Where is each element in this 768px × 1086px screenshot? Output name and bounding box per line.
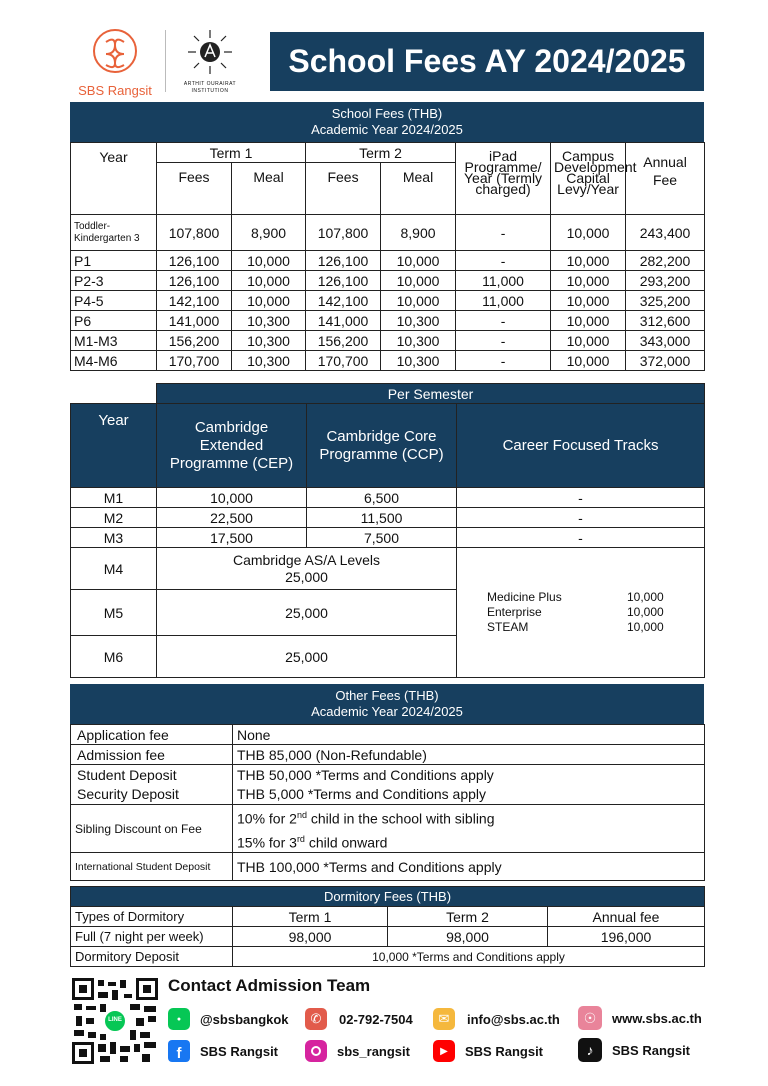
dorm-full-term2: 98,000: [388, 927, 548, 947]
cep-cell: 10,000: [157, 488, 307, 508]
t2-fees-cell: 126,100: [306, 251, 381, 271]
school-fees-heading-2: Academic Year 2024/2025: [311, 122, 463, 137]
col-t2-meal: Meal: [381, 163, 456, 215]
t1-meal-cell: 10,000: [232, 291, 306, 311]
year-cell: Toddler-Kindergarten 3: [71, 215, 157, 251]
table-row: [71, 805, 705, 853]
ccp-cell: 11,500: [307, 508, 457, 528]
starburst-icon: [186, 28, 234, 76]
dorm-col-type: Types of Dormitory: [71, 907, 233, 927]
youtube-icon: ▶: [433, 1040, 455, 1062]
youtube-handle: SBS Rangsit: [465, 1043, 544, 1059]
page-title: School Fees AY 2024/2025: [270, 32, 704, 91]
school-fees-heading: [70, 102, 704, 142]
facebook-handle: SBS Rangsit: [200, 1043, 279, 1059]
t1-meal-cell: 10,000: [232, 271, 306, 291]
t2-meal-cell: 10,300: [381, 311, 456, 331]
col-ipad: iPad Programme/ Year (Termly charged): [456, 143, 551, 215]
track-fee: 10,000: [627, 605, 664, 619]
email-address: info@sbs.ac.th: [467, 1011, 560, 1027]
t1-fees-cell: 107,800: [157, 215, 232, 251]
phone-number: 02-792-7504: [339, 1011, 413, 1027]
t2-fees-cell: 156,200: [306, 331, 381, 351]
sem-year-cell: M4: [71, 548, 157, 590]
dormitory-heading: Dormitory Fees (THB): [71, 887, 705, 907]
t2-meal-cell: 10,000: [381, 271, 456, 291]
campus-cell: 10,000: [551, 291, 626, 311]
ccp-cell: 6,500: [307, 488, 457, 508]
instagram-icon: [305, 1040, 327, 1062]
contact-instagram[interactable]: [305, 1040, 410, 1062]
table-row: [71, 853, 705, 881]
t1-fees-cell: 156,200: [157, 331, 232, 351]
ipad-cell: -: [456, 251, 551, 271]
table-row: [71, 251, 705, 271]
semester-heading: Per Semester: [157, 384, 705, 404]
track-name: Medicine Plus: [487, 590, 562, 604]
sbs-logo: [70, 28, 160, 96]
semester-table: [70, 383, 704, 678]
sibling-line-2-sup: rd: [296, 833, 305, 844]
dorm-full-annual: 196,000: [548, 927, 705, 947]
track-row: [487, 620, 704, 635]
sibling-line-1: [237, 805, 704, 829]
col-t1-fees: Fees: [157, 163, 232, 215]
m5-value: 25,000: [157, 590, 457, 636]
col-campus: Campus Development Capital Levy/Year: [551, 143, 626, 215]
t2-fees-cell: 141,000: [306, 311, 381, 331]
m4-label: Cambridge AS/A Levels: [232, 551, 381, 568]
table-row: [71, 947, 705, 967]
ipad-cell: -: [456, 311, 551, 331]
campus-cell: 10,000: [551, 215, 626, 251]
sibling-label: Sibling Discount on Fee: [71, 805, 233, 853]
track-name: Enterprise: [487, 605, 542, 619]
other-fees-heading-2: Academic Year 2024/2025: [311, 704, 463, 719]
dorm-full-term1: 98,000: [233, 927, 388, 947]
tracks-cell: [457, 548, 705, 678]
ccp-cell: 7,500: [307, 528, 457, 548]
student-deposit-value: THB 50,000 *Terms and Conditions apply: [237, 766, 494, 783]
m6-value: 25,000: [157, 636, 457, 678]
col-t2-fees: Fees: [306, 163, 381, 215]
school-fees-heading-1: School Fees (THB): [331, 106, 443, 121]
ipad-cell: -: [456, 331, 551, 351]
security-deposit-label: Security Deposit: [77, 785, 179, 802]
t1-meal-cell: 10,300: [232, 331, 306, 351]
col-year: Year: [71, 143, 157, 215]
contact-email[interactable]: [433, 1008, 560, 1030]
intl-value: THB 100,000 *Terms and Conditions apply: [233, 853, 705, 881]
track-name: STEAM: [487, 620, 529, 634]
col-t1-meal: Meal: [232, 163, 306, 215]
annual-cell: 312,600: [626, 311, 705, 331]
dorm-full-label: Full (7 night per week): [71, 927, 233, 947]
t1-meal-cell: 10,300: [232, 351, 306, 371]
sibling-line-2-a: 15% for 3: [237, 834, 297, 851]
t2-meal-cell: 10,300: [381, 351, 456, 371]
sibling-values: [233, 805, 705, 853]
ipad-cell: -: [456, 351, 551, 371]
ipad-cell: 11,000: [456, 291, 551, 311]
sem-col-year: Year: [71, 404, 157, 488]
security-deposit-value: THB 5,000 *Terms and Conditions apply: [237, 785, 487, 802]
phone-icon: ✆: [305, 1008, 327, 1030]
table-row: [71, 745, 705, 765]
t1-meal-cell: 10,300: [232, 311, 306, 331]
t2-fees-cell: 126,100: [306, 271, 381, 291]
sem-col-cep: Cambridge Extended Programme (CEP): [157, 404, 307, 488]
contact-facebook[interactable]: [168, 1040, 278, 1062]
table-row: [71, 311, 705, 331]
email-icon: ✉: [433, 1008, 455, 1030]
table-row: [71, 291, 705, 311]
sbs-logo-mark-icon: [70, 28, 160, 76]
tiktok-handle: SBS Rangsit: [612, 1042, 691, 1058]
logo-divider: [165, 30, 166, 92]
dorm-deposit-value: 10,000 *Terms and Conditions apply: [233, 947, 705, 967]
dormitory-table: [70, 886, 704, 967]
sem-year-cell: M1: [71, 488, 157, 508]
year-cell: P4-5: [71, 291, 157, 311]
t1-meal-cell: 8,900: [232, 215, 306, 251]
year-cell: M4-M6: [71, 351, 157, 371]
col-term1: Term 1: [157, 143, 306, 163]
t2-meal-cell: 8,900: [381, 215, 456, 251]
year-cell: P6: [71, 311, 157, 331]
table-row: [71, 927, 705, 947]
school-fees-table: [70, 142, 704, 371]
contact-phone[interactable]: [305, 1008, 413, 1030]
sibling-line-2: [237, 829, 704, 853]
admission-value: THB 85,000 (Non-Refundable): [233, 745, 705, 765]
table-row: [71, 528, 705, 548]
sem-year-cell: M3: [71, 528, 157, 548]
t1-fees-cell: 126,100: [157, 271, 232, 291]
cep-cell: 17,500: [157, 528, 307, 548]
other-fees-heading: [70, 684, 704, 724]
year-cell: P1: [71, 251, 157, 271]
globe-icon: ☉: [578, 1006, 602, 1030]
table-row: [71, 331, 705, 351]
career-cell: -: [457, 488, 705, 508]
dorm-col-annual: Annual fee: [548, 907, 705, 927]
table-row: [71, 488, 705, 508]
application-value: None: [233, 725, 705, 745]
table-row: [71, 351, 705, 371]
intl-label: International Student Deposit: [71, 853, 233, 881]
m4-cell: [157, 548, 457, 590]
qr-line-badge: LINE: [108, 1017, 122, 1023]
contact-line[interactable]: [168, 1008, 289, 1030]
deposit-labels: [71, 765, 233, 805]
partner-label: ARTHIT OURAIRAT INSTITUTION: [183, 81, 237, 94]
dorm-col-term2: Term 2: [388, 907, 548, 927]
track-row: [487, 605, 704, 620]
line-handle: @sbsbangkok: [200, 1011, 289, 1027]
track-row: [487, 590, 704, 605]
annual-cell: 293,200: [626, 271, 705, 291]
annual-cell: 243,400: [626, 215, 705, 251]
admission-label: Admission fee: [71, 745, 233, 765]
deposit-values: [233, 765, 705, 805]
career-cell: -: [457, 508, 705, 528]
contact-tiktok[interactable]: [578, 1038, 690, 1062]
campus-cell: 10,000: [551, 271, 626, 291]
t2-fees-cell: 170,700: [306, 351, 381, 371]
cep-cell: 22,500: [157, 508, 307, 528]
annual-cell: 343,000: [626, 331, 705, 351]
t1-fees-cell: 141,000: [157, 311, 232, 331]
campus-cell: 10,000: [551, 351, 626, 371]
ipad-cell: -: [456, 215, 551, 251]
t2-meal-cell: 10,000: [381, 251, 456, 271]
application-label: Application fee: [71, 725, 233, 745]
table-row: [71, 548, 705, 590]
sem-col-ccp: Cambridge Core Programme (CCP): [307, 404, 457, 488]
facebook-icon: f: [168, 1040, 190, 1062]
contact-youtube[interactable]: [433, 1040, 543, 1062]
dorm-col-term1: Term 1: [233, 907, 388, 927]
sibling-line-1-a: 10% for 2: [237, 810, 297, 827]
col-term2: Term 2: [306, 143, 456, 163]
t1-meal-cell: 10,000: [232, 251, 306, 271]
brand-label: SBS Rangsit: [78, 83, 152, 98]
sem-col-career: Career Focused Tracks: [457, 404, 705, 488]
other-fees-heading-1: Other Fees (THB): [335, 688, 439, 703]
t2-fees-cell: 142,100: [306, 291, 381, 311]
table-row: [71, 508, 705, 528]
table-row: [71, 271, 705, 291]
annual-cell: 372,000: [626, 351, 705, 371]
career-cell: -: [457, 528, 705, 548]
table-row: [71, 215, 705, 251]
campus-cell: 10,000: [551, 251, 626, 271]
year-cell: P2-3: [71, 271, 157, 291]
t1-fees-cell: 170,700: [157, 351, 232, 371]
m4-value: 25,000: [285, 568, 328, 585]
track-fee: 10,000: [627, 590, 664, 604]
student-deposit-label: Student Deposit: [77, 766, 177, 783]
col-annual: Annual Fee: [626, 143, 705, 215]
line-icon: ●: [168, 1008, 190, 1030]
sibling-line-2-b: child onward: [304, 834, 388, 851]
website: www.sbs.ac.th: [612, 1010, 702, 1026]
campus-cell: 10,000: [551, 311, 626, 331]
t2-fees-cell: 107,800: [306, 215, 381, 251]
sem-year-cell: M6: [71, 636, 157, 678]
t1-fees-cell: 142,100: [157, 291, 232, 311]
partner-logo: [175, 28, 245, 96]
table-row: [71, 907, 705, 927]
campus-cell: 10,000: [551, 331, 626, 351]
annual-cell: 325,200: [626, 291, 705, 311]
sibling-line-1-b: child in the school with sibling: [306, 810, 495, 827]
sem-year-cell: M5: [71, 590, 157, 636]
table-row: [71, 765, 705, 805]
other-fees-table: [70, 724, 704, 881]
t2-meal-cell: 10,000: [381, 291, 456, 311]
t2-meal-cell: 10,300: [381, 331, 456, 351]
contact-title: Contact Admission Team: [168, 976, 371, 995]
table-row: [71, 725, 705, 745]
t1-fees-cell: 126,100: [157, 251, 232, 271]
tiktok-icon: ♪: [578, 1038, 602, 1062]
dorm-deposit-label: Dormitory Deposit: [71, 947, 233, 967]
year-cell: M1-M3: [71, 331, 157, 351]
sem-year-cell: M2: [71, 508, 157, 528]
instagram-handle: sbs_rangsit: [337, 1043, 410, 1059]
contact-web[interactable]: [578, 1006, 702, 1030]
ipad-cell: 11,000: [456, 271, 551, 291]
annual-cell: 282,200: [626, 251, 705, 271]
track-fee: 10,000: [627, 620, 664, 634]
qr-code: [72, 978, 158, 1064]
sibling-line-1-sup: nd: [296, 810, 307, 820]
